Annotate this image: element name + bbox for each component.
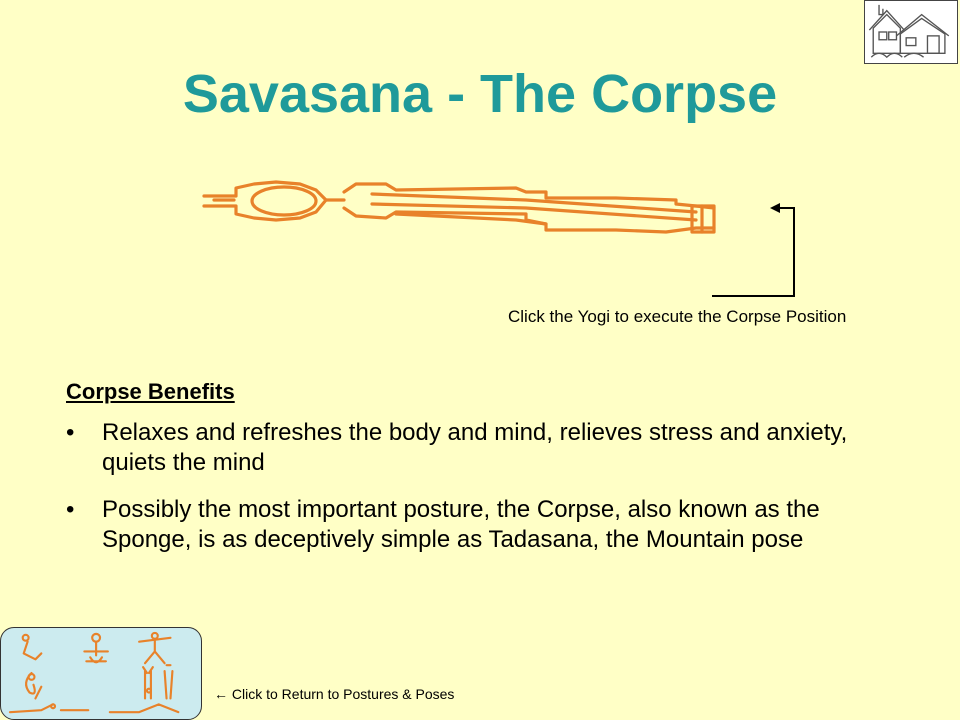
yogi-corpse-pose-icon bbox=[196, 170, 722, 242]
yogi-figure[interactable] bbox=[196, 170, 722, 242]
bullet-marker: • bbox=[66, 419, 75, 446]
benefit-item bbox=[66, 495, 866, 555]
return-link-label: Click to Return to Postures & Poses bbox=[228, 686, 455, 702]
benefits-list bbox=[66, 418, 866, 572]
benefits-heading: Corpse Benefits bbox=[66, 379, 235, 404]
house-icon bbox=[865, 1, 957, 63]
benefit-item bbox=[66, 418, 866, 478]
callout-arrow bbox=[706, 198, 806, 300]
return-to-postures-link[interactable] bbox=[214, 684, 454, 704]
postures-thumbnail-button[interactable] bbox=[0, 627, 202, 720]
left-arrow-icon: ← bbox=[214, 686, 228, 702]
postures-thumbnail-icon bbox=[1, 628, 201, 719]
benefit-text: Relaxes and refreshes the body and mind, relieves stress and anxiety, quiets the mind bbox=[102, 419, 848, 476]
benefit-text: Possibly the most important posture, the Corpse, also known as the Sponge, is as deceptively simple as Tadasana, the Mountain pose bbox=[102, 496, 820, 553]
callout-text: Click the Yogi to execute the Corpse Position bbox=[508, 307, 847, 326]
home-button[interactable] bbox=[864, 0, 958, 64]
page-title: Savasana - The Corpse bbox=[182, 64, 778, 124]
bullet-marker: • bbox=[66, 496, 75, 523]
elbow-arrow-icon bbox=[706, 198, 806, 300]
